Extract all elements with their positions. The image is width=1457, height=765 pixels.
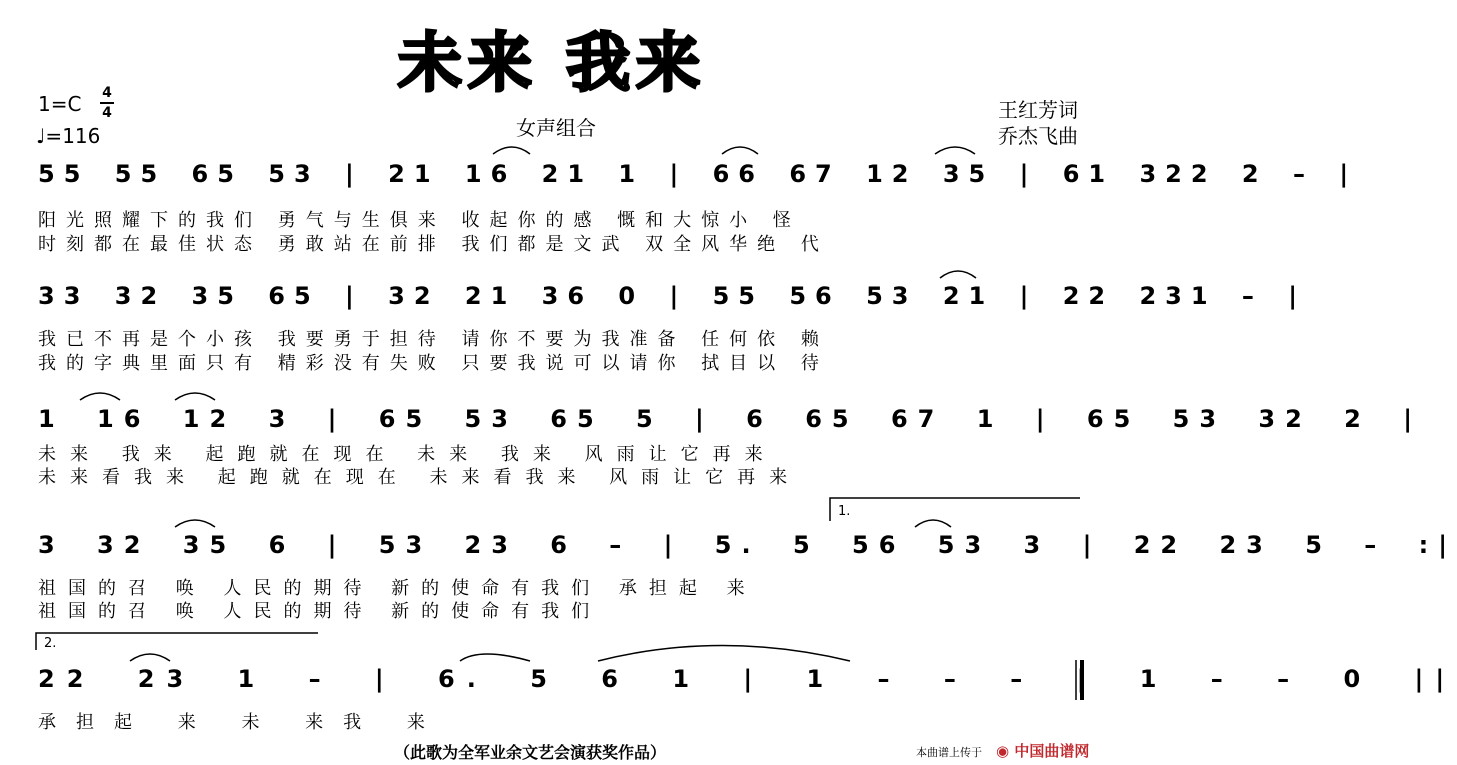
tie — [598, 646, 850, 662]
notation-row-2: 33 32 35 65 | 32 21 36 0 | 55 56 53 21 | 22 231 – | — [38, 282, 1307, 310]
slur — [722, 147, 758, 154]
key-signature: 1=C — [38, 92, 82, 116]
notation-row-3: 1 16 12 3 | 65 53 65 5 | 6 65 67 1 | 65 53 32 2 | — [38, 405, 1422, 433]
notation-row-1: 55 55 65 53 | 21 16 21 1 | 66 67 12 35 | 61 322 2 – | — [38, 160, 1358, 188]
slur — [80, 393, 120, 400]
lyric-row-4-verse-2: 祖国的召 唤 人民的期待 新的使命有我们 — [38, 601, 602, 622]
notation-row-4: 3 32 35 6 | 53 23 6 – | 5. 5 56 53 3 | 22 23 5 – :| — [38, 531, 1457, 559]
volta-2-bracket — [36, 633, 318, 650]
notation-row-5: 22 23 1 – | 6. 5 6 1 | 1 – – – | 1 – – 0 || — [38, 665, 1457, 693]
volta-1-bracket — [830, 498, 1080, 521]
volta-1-label: 1. — [838, 504, 851, 519]
slur — [130, 654, 170, 661]
award-note: （此歌为全军业余文艺会演获奖作品） — [394, 743, 667, 762]
lyric-row-5-verse-1: 承担起 来 未 来我 来 — [38, 712, 445, 733]
lyric-row-2-verse-1: 我已不再是个小孩 我要勇于担待 请你不要为我准备 任何依 赖 — [38, 329, 829, 350]
slur — [935, 147, 975, 154]
lyric-row-2-verse-2: 我的字典里面只有 精彩没有失败 只要我说可以请你 拭目以 待 — [38, 353, 829, 374]
slur — [915, 520, 951, 527]
slur — [175, 393, 215, 400]
performer-label: 女声组合 — [516, 116, 596, 140]
lyric-row-3-verse-2: 未来看我来 起跑就在现在 未来看我来 风雨让它再来 — [38, 467, 802, 488]
site-logo-icon: ◉ — [996, 742, 1010, 760]
slur — [460, 654, 530, 661]
slur — [940, 271, 976, 278]
lyric-row-3-verse-1: 未来 我来 起跑就在现在 未来 我来 风雨让它再来 — [38, 444, 777, 465]
time-signature-bottom: 4 — [102, 105, 112, 121]
time-signature-top: 4 — [102, 85, 112, 101]
upload-note: 本曲谱上传于 — [916, 746, 982, 759]
site-name: 中国曲谱网 — [1014, 742, 1090, 760]
lyric-row-1-verse-2: 时刻都在最佳状态 勇敢站在前排 我们都是文武 双全风华绝 代 — [38, 234, 829, 255]
lyric-row-1-verse-1: 阳光照耀下的我们 勇气与生俱来 收起你的感 慨和大惊小 怪 — [38, 210, 801, 231]
slur — [175, 520, 215, 527]
composer-credit: 乔杰飞曲 — [998, 124, 1078, 148]
site-logo — [996, 740, 1089, 761]
tempo-marking: ♩=116 — [36, 124, 101, 148]
slur — [493, 147, 530, 154]
page-title: 未来 我来 — [397, 27, 707, 101]
volta-2-label: 2. — [44, 636, 57, 651]
lyricist-credit: 王红芳词 — [998, 98, 1078, 122]
lyric-row-4-verse-1: 祖国的召 唤 人民的期待 新的使命有我们 承担起 来 — [38, 578, 757, 599]
